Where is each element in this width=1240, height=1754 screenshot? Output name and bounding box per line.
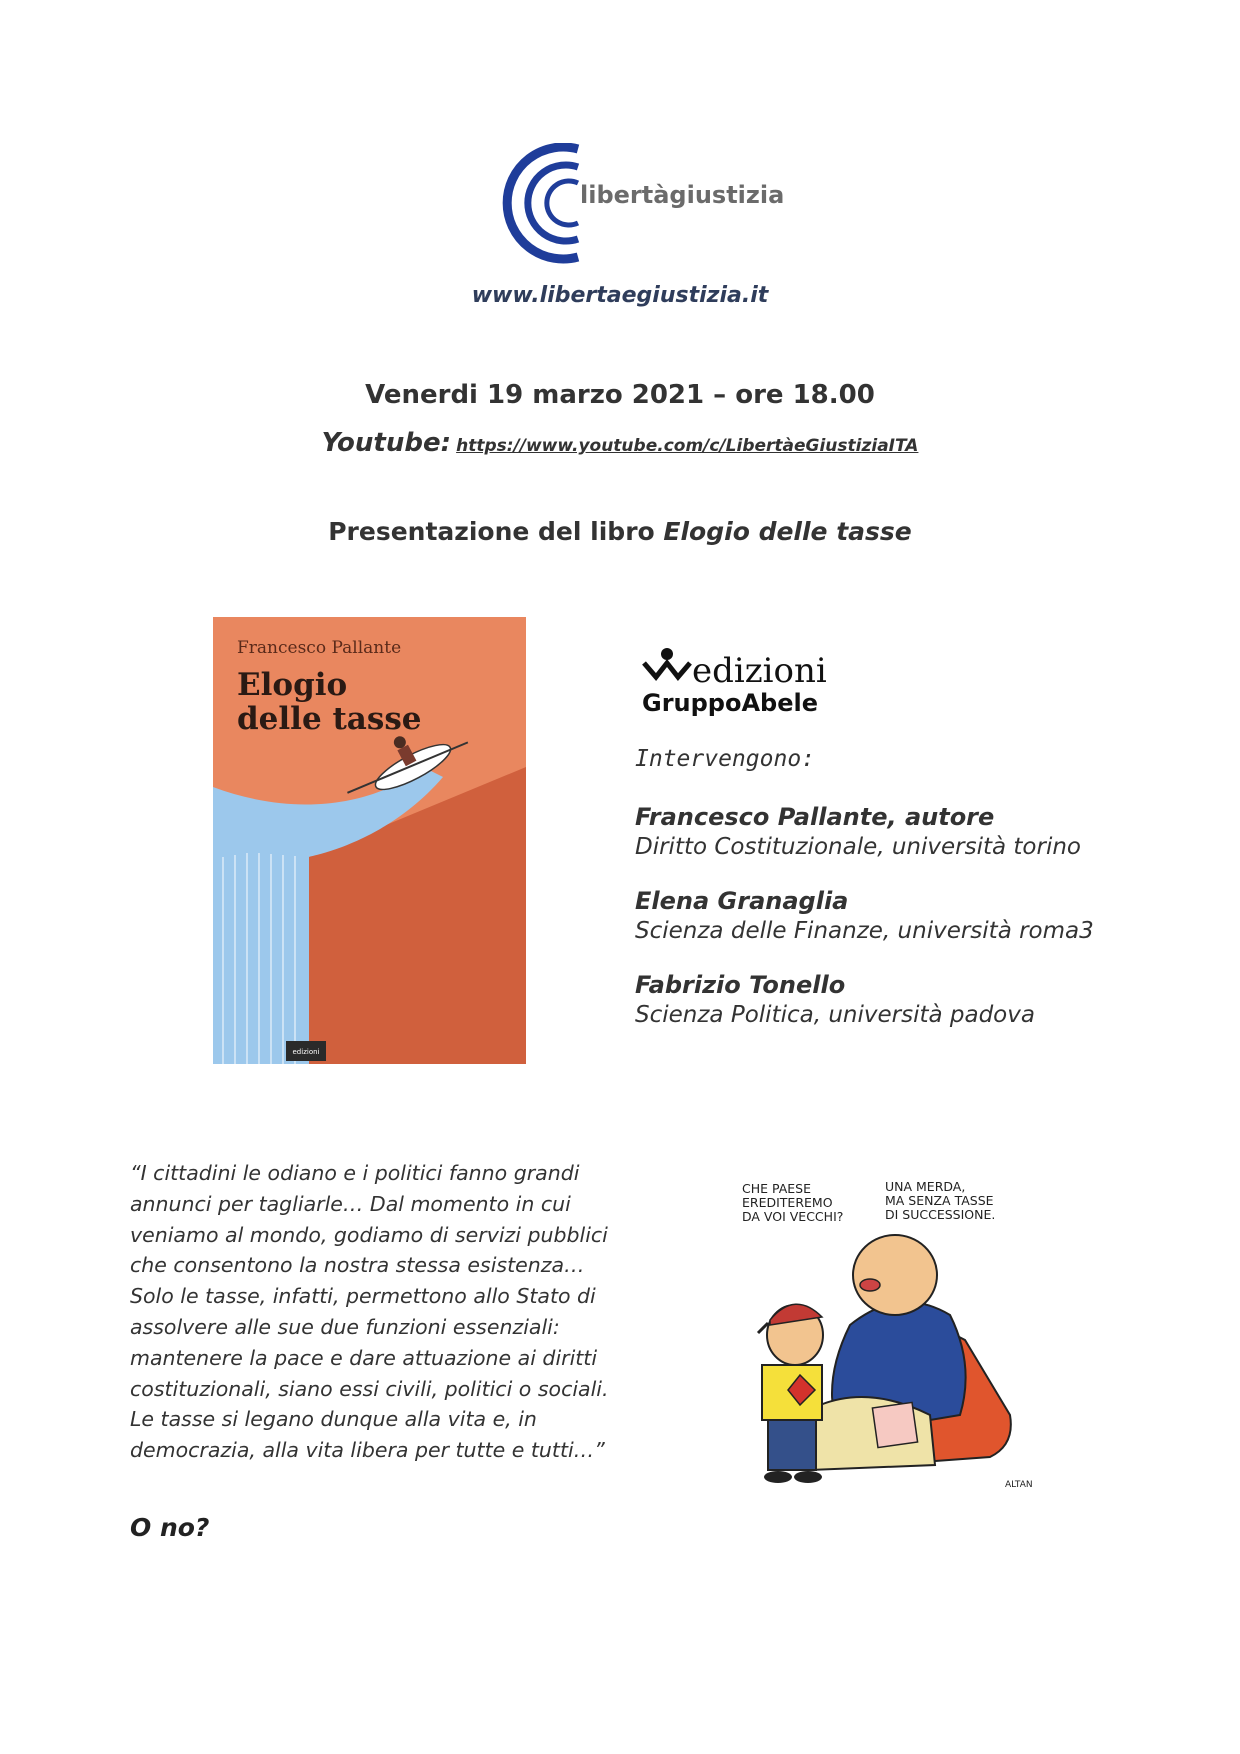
speaker-role: Diritto Costituzionale, università torino [635, 834, 1081, 860]
publisher-logo [642, 647, 842, 717]
book-title: Elogio delle tasse [663, 517, 912, 546]
quote-line: Le tasse si legano dunque alla vita e, in [130, 1407, 537, 1432]
quote-line: che consentono la nostra stessa esistenza… [130, 1253, 585, 1278]
bubble-right-line: DI SUCCESSIONE. [885, 1207, 996, 1222]
publisher-line1: edizioni [692, 651, 827, 691]
quote-line: Solo le tasse, infatti, permettono allo Stato di [130, 1284, 596, 1309]
quote-line: “I cittadini le odiano e i politici fanno grandi [130, 1161, 580, 1185]
publisher-line2: GruppoAbele [642, 689, 819, 717]
logo-text: libertàgiustizia [580, 181, 785, 209]
closing-question: O no? [130, 1513, 210, 1542]
presentation-title [0, 517, 1240, 546]
cartoon-signature: ALTAN [1005, 1480, 1033, 1490]
event-date: Venerdi 19 marzo 2021 – ore 18.00 [365, 380, 875, 410]
speaker-item [635, 887, 1094, 944]
speakers-intro: Intervengono: [635, 746, 816, 772]
bubble-right-line: UNA MERDA, [885, 1179, 966, 1194]
quote-line: democrazia, alla vita libera per tutte e tutti…” [130, 1438, 605, 1463]
youtube-label: Youtube: [321, 428, 451, 458]
cover-title-line1: Elogio [237, 667, 348, 703]
book-quote [130, 1158, 630, 1466]
cover-author: Francesco Pallante [237, 638, 402, 658]
bubble-left-line: CHE PAESE [742, 1181, 812, 1196]
speaker-item [635, 971, 1035, 1028]
quote-line: assolvere alle sue due funzioni essenziali: [130, 1314, 560, 1339]
quote-line: mantenere la pace e dare attuazione ai diritti [130, 1345, 598, 1370]
quote-line: veniamo al mondo, godiamo di servizi pubblici [130, 1222, 608, 1247]
quote-line: costituzionali, siano essi civili, politici o sociali. [130, 1376, 609, 1401]
bubble-left-line: EREDITEREMO [742, 1195, 833, 1210]
speaker-role: Scienza delle Finanze, università roma3 [635, 918, 1094, 944]
book-cover-image [213, 617, 526, 1064]
site-url[interactable]: www.libertaegiustizia.it [471, 283, 769, 308]
speaker-name: Elena Granaglia [635, 887, 849, 915]
cover-publisher-mark: edizioni [292, 1048, 320, 1056]
bubble-left-line: DA VOI VECCHI? [742, 1209, 844, 1224]
cover-title-line2: delle tasse [237, 701, 422, 737]
youtube-link[interactable]: https://www.youtube.com/c/LibertàeGiustiziaITA [456, 436, 919, 456]
speaker-name: Fabrizio Tonello [635, 971, 846, 999]
youtube-line [0, 428, 1240, 458]
bubble-right-line: MA SENZA TASSE [885, 1193, 994, 1208]
cartoon-image [700, 1085, 1060, 1505]
quote-line: annunci per tagliarle… Dal momento in cui [130, 1191, 571, 1216]
speaker-name: Francesco Pallante, autore [635, 803, 995, 831]
presentation-prefix: Presentazione del libro [328, 517, 664, 546]
speaker-role: Scienza Politica, università padova [635, 1002, 1035, 1028]
libertagiustizia-logo [480, 143, 820, 265]
speaker-item [635, 803, 1081, 860]
